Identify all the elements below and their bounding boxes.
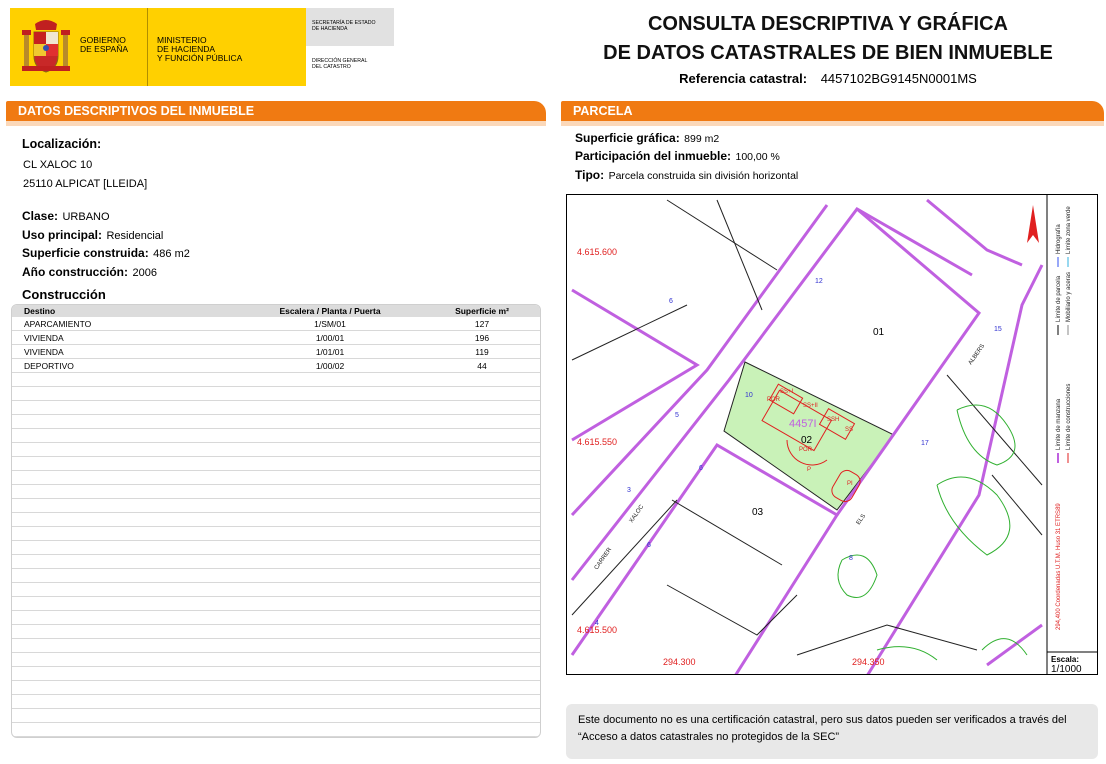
table-row	[12, 457, 541, 471]
secretaria-line1: SECRETARÍA DE ESTADO	[312, 20, 376, 26]
table-row	[12, 625, 541, 639]
localizacion-label: Localización:	[22, 137, 102, 151]
tipo-label: Tipo:	[575, 168, 605, 182]
ministry-line2: DE HACIENDA	[157, 44, 216, 54]
parcel-line-5	[672, 500, 782, 565]
table-row	[12, 415, 541, 429]
tipo-value: Parcela construida sin división horizontal	[608, 170, 799, 182]
superficie-field	[22, 244, 190, 262]
legend-construcciones: Límite de construcciones	[1066, 383, 1072, 450]
street-num-11: 8	[849, 555, 853, 562]
table-row	[12, 597, 541, 611]
block-boundary-8	[987, 625, 1042, 665]
table-row	[12, 401, 541, 415]
legend-mobiliario: Mobiliario y aceras	[1066, 271, 1072, 322]
anio-value: 2006	[132, 267, 157, 279]
table-row	[12, 359, 541, 373]
table-row	[12, 485, 541, 499]
street-name-1: CARRER	[593, 546, 614, 572]
street-num-3: 10	[745, 392, 753, 399]
clase-field	[22, 207, 110, 225]
address-line2: 25110 ALPICAT [LLEIDA]	[23, 178, 148, 190]
block-boundary-7	[927, 200, 1022, 265]
section-underbar-right	[561, 121, 1104, 126]
tipo-field	[575, 166, 798, 184]
table-row	[12, 499, 541, 513]
gov-line2: DE ESPAÑA	[80, 44, 129, 54]
uso-label: Uso principal:	[22, 228, 103, 242]
street-num-10: 6	[669, 298, 673, 305]
table-row	[12, 569, 541, 583]
sup-grafica-label: Superficie gráfica:	[575, 131, 680, 145]
clase-label: Clase:	[22, 209, 59, 223]
legend-zona-verde: Límite zona verde	[1066, 206, 1072, 254]
street-num-6: 3	[627, 487, 631, 494]
participacion-value: 100,00 %	[735, 151, 780, 163]
parcel-line-2	[717, 200, 762, 310]
col-escalera: Escalera / Planta / Puerta	[279, 306, 381, 316]
table-row	[12, 443, 541, 457]
street-num-4: 5	[675, 412, 679, 419]
anio-field	[22, 263, 157, 281]
bldg-label-2: POR	[767, 397, 781, 403]
bldg-label-8: PI	[847, 481, 853, 487]
table-row	[12, 527, 541, 541]
cadastral-map	[566, 194, 1098, 675]
table-header	[12, 305, 541, 317]
table-row	[12, 709, 541, 723]
bldg-label-6: POR	[799, 447, 813, 453]
referencia-catastral	[560, 71, 1096, 86]
table-row	[12, 723, 541, 737]
table-row	[12, 513, 541, 527]
parcel-label-01: 01	[873, 327, 885, 338]
government-logo	[10, 8, 394, 86]
section-underbar-left	[6, 121, 546, 126]
ministry-line1: MINISTERIO	[157, 35, 207, 45]
cell-destino: VIVIENDA	[24, 333, 64, 343]
uso-value: Residencial	[106, 230, 164, 242]
direccion-line1: DIRECCIÓN GENERAL	[312, 58, 368, 64]
bldg-label-1: SS+I	[780, 389, 794, 395]
secretaria-name	[312, 20, 376, 32]
cell-superficie: 119	[475, 347, 489, 357]
direccion-name	[312, 58, 367, 70]
table-row	[12, 387, 541, 401]
table-row	[12, 555, 541, 569]
col-superficie: Superficie m²	[455, 306, 509, 316]
uso-field	[22, 226, 163, 244]
page-title	[560, 10, 1096, 68]
scale-label: Escala:	[1051, 655, 1080, 664]
table-row	[12, 429, 541, 443]
green-zone-1	[957, 405, 1015, 465]
map-canvas	[567, 195, 1098, 675]
cell-destino: DEPORTIVO	[24, 361, 74, 371]
table-row	[12, 345, 541, 359]
direccion-line2: DEL CATASTRO	[312, 64, 351, 70]
participacion-field	[575, 147, 780, 165]
ref-value: 4457102BG9145N0001MS	[820, 71, 977, 86]
cell-escalera: 1/SM/01	[314, 319, 346, 329]
cell-superficie: 44	[477, 361, 487, 371]
ref-label: Referencia catastral:	[679, 71, 808, 86]
table-row	[12, 681, 541, 695]
address-line1: CL XALOC 10	[23, 159, 93, 171]
table-row	[12, 583, 541, 597]
parcel-line-8	[947, 375, 1042, 485]
logo-divider	[147, 8, 148, 86]
table-row	[12, 695, 541, 709]
parcel-line-9	[992, 475, 1042, 535]
y-label-1: 4.615.600	[577, 247, 618, 257]
cell-escalera: 1/00/02	[315, 361, 345, 371]
street-num-7: 6	[647, 542, 651, 549]
street-num-2: 15	[994, 326, 1002, 333]
street-name-3: ALBERS	[967, 343, 987, 367]
disclaimer-note: Este documento no es una certificación catastral, pero sus datos pueden ser verificados a través del “Acceso a datos catastrales no protegidos de la SEC”	[566, 704, 1098, 759]
anio-label: Año construcción:	[22, 265, 129, 279]
legend-parcela: Límite de parcela	[1056, 275, 1062, 322]
table-row	[12, 541, 541, 555]
street-num-5: 6	[699, 465, 703, 472]
parcel-reference: 4457I	[789, 418, 817, 430]
coat-of-arms-icon	[20, 16, 72, 78]
cell-destino: APARCAMIENTO	[24, 319, 92, 329]
section-datos-descriptivos: DATOS DESCRIPTIVOS DEL INMUEBLE	[6, 101, 546, 121]
street-name-4: ELS	[855, 513, 868, 527]
gov-name	[80, 36, 128, 54]
block-boundary-5	[867, 265, 1042, 675]
cell-destino: VIVIENDA	[24, 347, 64, 357]
table-row	[12, 317, 541, 331]
table-row	[12, 611, 541, 625]
cell-superficie: 127	[474, 319, 490, 329]
title-line2: DE DATOS CATASTRALES DE BIEN INMUEBLE	[603, 42, 1053, 64]
parcel-line-7	[797, 625, 977, 655]
scale-value: 1/1000	[1051, 664, 1082, 675]
parcel-line-3	[572, 305, 687, 360]
superficie-label: Superficie construida:	[22, 246, 149, 260]
table-row	[12, 653, 541, 667]
secretaria-line2: DE HACIENDA	[312, 26, 348, 32]
x-label-1: 294.300	[663, 657, 696, 667]
street-num-9: 17	[921, 440, 929, 447]
participacion-label: Participación del inmueble:	[575, 149, 732, 163]
section-parcela: PARCELA	[561, 101, 1104, 121]
legend-hidrografia: Hidrografía	[1056, 224, 1062, 254]
legend-manzana: Límite de manzana	[1056, 398, 1062, 450]
superficie-value: 486 m2	[153, 248, 190, 260]
sup-grafica-field	[575, 129, 719, 147]
bldg-label-4: SSH	[827, 417, 840, 423]
cell-escalera: 1/01/01	[315, 347, 345, 357]
parcel-label-03: 03	[752, 507, 764, 518]
ministry-name	[157, 36, 242, 63]
street-num-1: 12	[815, 278, 823, 285]
table-row	[12, 331, 541, 345]
table-row	[12, 373, 541, 387]
parcel-line-1	[667, 200, 777, 270]
construccion-label: Construcción	[22, 287, 106, 302]
y-label-3: 4.615.500	[577, 625, 618, 635]
x-label-2: 294.350	[852, 657, 885, 667]
title-line1: CONSULTA DESCRIPTIVA Y GRÁFICA	[647, 13, 1009, 35]
parcel-line-4	[572, 500, 677, 615]
bldg-label-5: SS	[845, 427, 854, 433]
cell-escalera: 1/00/01	[315, 333, 345, 343]
ministry-line3: Y FUNCIÓN PÚBLICA	[157, 53, 243, 63]
street-num-8: 4	[595, 620, 599, 627]
green-zone-4	[877, 647, 937, 660]
parcel-label-02: 02	[801, 435, 813, 446]
coord-note: 294,400 Coordenadas U.T.M. Huso 31 ETRS89	[1056, 503, 1062, 630]
bldg-label-3: SS+II	[803, 403, 818, 409]
clase-value: URBANO	[62, 211, 110, 223]
green-zone-3	[838, 555, 877, 598]
y-label-2: 4.615.550	[577, 437, 618, 447]
north-arrow-icon	[1027, 205, 1039, 243]
table-row	[12, 667, 541, 681]
table-row	[12, 639, 541, 653]
construccion-table	[11, 304, 541, 738]
sup-grafica-value: 899 m2	[684, 133, 720, 145]
gov-line1: GOBIERNO	[80, 35, 126, 45]
bldg-label-7: P	[807, 467, 812, 473]
street-name-2: XALOC	[628, 504, 646, 525]
cell-superficie: 196	[474, 333, 490, 343]
table-row	[12, 471, 541, 485]
col-destino: Destino	[24, 306, 56, 316]
